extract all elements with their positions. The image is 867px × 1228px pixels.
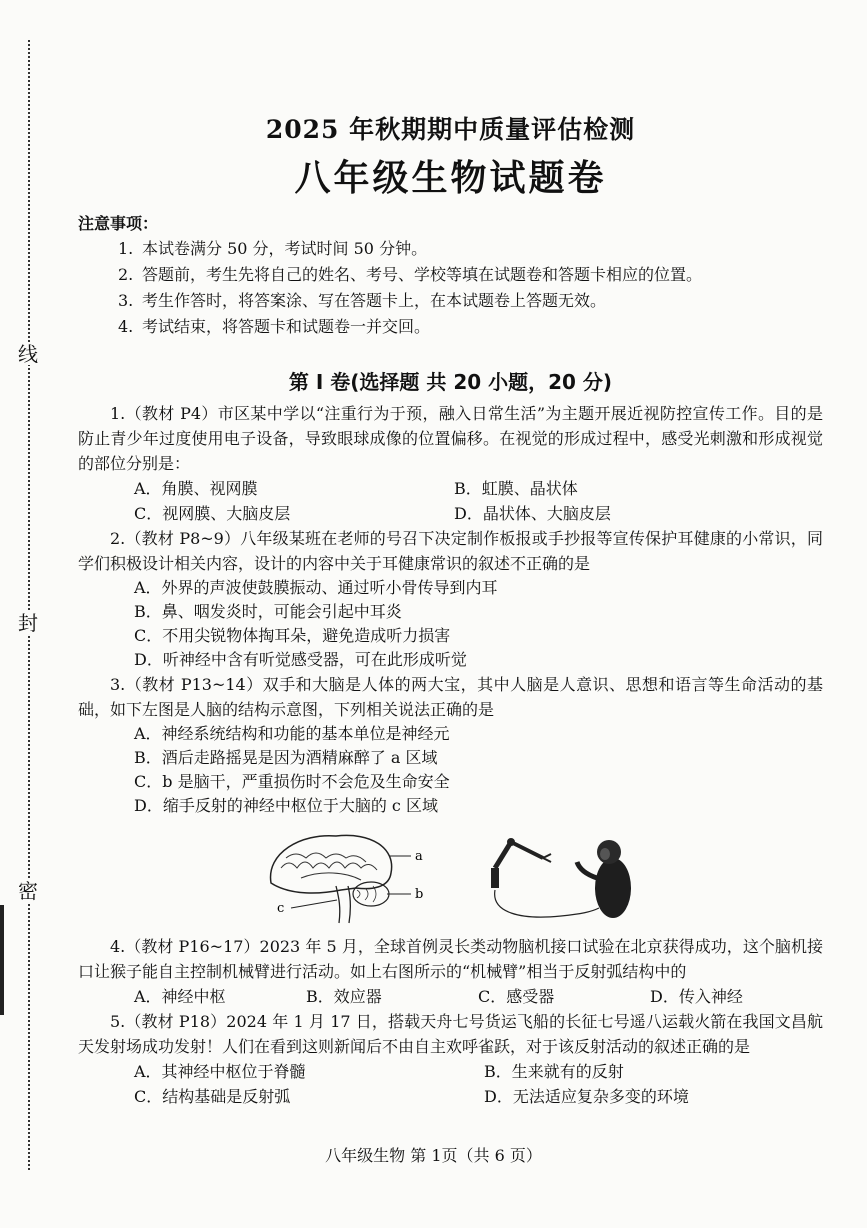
option-a: A．神经系统结构和功能的基本单位是神经元 (134, 724, 450, 743)
label-a: a (414, 849, 423, 864)
exam-subtitle: 八年级生物试题卷 (294, 158, 607, 199)
figures-row (78, 828, 823, 928)
option-d: D．缩手反射的神经中枢位于大脑的 c 区域 (134, 796, 438, 815)
question-1-options (134, 476, 823, 501)
option-a: A．神经中枢 (134, 987, 226, 1006)
question-5-options (134, 1084, 823, 1109)
binding-dotted-line (28, 40, 30, 1170)
page-footer: 八年级生物 第 1页（共 6 页） (325, 1146, 542, 1165)
exam-page (78, 100, 823, 1109)
option-b: B．鼻、咽发炎时，可能会引起中耳炎 (134, 602, 402, 621)
question-4-options (134, 984, 823, 1009)
question-3-stem: 3.（教材 P13~14）双手和大脑是人体的两大宝，其中人脑是人意识、思想和语言等生命活动的基础，如下左图是人脑的结构示意图，下列相关说法正确的是 (78, 675, 823, 719)
option-d: D．传入神经 (650, 987, 743, 1006)
exam-title: 2025 年秋期期中质量评估检测 (265, 115, 636, 144)
option-c: C．视网膜、大脑皮层 (134, 504, 291, 523)
option-c: C．感受器 (478, 987, 555, 1006)
scan-edge-mark (0, 905, 4, 1015)
option-a: A．外界的声波使鼓膜振动、通过听小骨传导到内耳 (134, 578, 498, 597)
question-4-stem: 4.（教材 P16~17）2023 年 5 月，全球首例灵长类动物脑机接口试验在北京获得成功，这个脑机接口让猴子能自主控制机械臂进行活动。如上右图所示的“机械臂”相当于反射弧结构中的 (78, 937, 823, 981)
question-5-options (134, 1059, 823, 1084)
option-b: B．虹膜、晶状体 (454, 479, 578, 498)
margin-char-line: 线 (18, 342, 38, 366)
note-item: 2. 答题前，考生先将自己的姓名、考号、学校等填在试题卷和答题卡相应的位置。 (118, 265, 703, 284)
option-a: A．其神经中枢位于脊髓 (134, 1062, 306, 1081)
note-item: 1. 本试卷满分 50 分，考试时间 50 分钟。 (118, 239, 428, 258)
brain-diagram (261, 828, 441, 928)
option-d: D．晶状体、大脑皮层 (454, 504, 611, 523)
option-a: A．角膜、视网膜 (134, 479, 258, 498)
option-b: B．生来就有的反射 (484, 1062, 624, 1081)
monkey-robot-arm-illustration (481, 828, 641, 928)
option-c: C．b 是脑干，严重损伤时不会危及生命安全 (134, 772, 450, 791)
note-item: 4. 考试结束，将答题卡和试题卷一并交回。 (118, 317, 431, 336)
label-c: c (276, 901, 284, 916)
option-b: B．效应器 (306, 987, 382, 1006)
notes-heading: 注意事项： (78, 214, 159, 233)
option-b: B．酒后走路摇晃是因为酒精麻醉了 a 区域 (134, 748, 438, 767)
option-d: D．无法适应复杂多变的环境 (484, 1087, 689, 1106)
note-item: 3. 考生作答时，将答案涂、写在答题卡上，在本试题卷上答题无效。 (118, 291, 607, 310)
question-2-stem: 2.（教材 P8~9）八年级某班在老师的号召下决定制作板报或手抄报等宣传保护耳健康的小常识，同学们积极设计相关内容，设计的内容中关于耳健康常识的叙述不正确的是 (78, 529, 823, 573)
question-1-stem: 1.（教材 P4）市区某中学以“注重行为于预，融入日常生活”为主题开展近视防控宣传工作。目的是防止青少年过度使用电子设备，导致眼球成像的位置偏移。在视觉的形成过程中，感受光刺激和形成视觉的部位分别是： (78, 404, 823, 473)
option-c: C．结构基础是反射弧 (134, 1087, 291, 1106)
question-1-options (134, 501, 823, 526)
margin-char-secret: 密 (18, 879, 38, 903)
option-d: D．听神经中含有听觉感受器，可在此形成听觉 (134, 650, 467, 669)
section-heading: 第 I 卷(选择题 共 20 小题，20 分) (288, 370, 613, 394)
margin-char-seal: 封 (18, 611, 38, 635)
label-b: b (414, 887, 423, 902)
question-5-stem: 5.（教材 P18）2024 年 1 月 17 日，搭载天舟七号货运飞船的长征七号遥八运载火箭在我国文昌航天发射场成功发射！人们在看到这则新闻后不由自主欢呼雀跃，对于该反射活动的叙述正确的是 (78, 1012, 823, 1056)
option-c: C．不用尖锐物体掏耳朵，避免造成听力损害 (134, 626, 451, 645)
